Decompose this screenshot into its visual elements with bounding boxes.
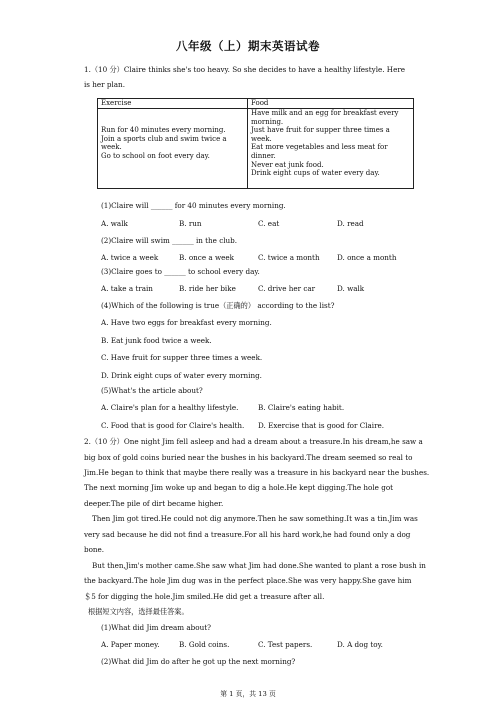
q2-para1-line: 2.（10 分）One night Jim fell asleep and had a dream about a treasure.In his dream,he saw a bbox=[84, 437, 423, 446]
q2-sub1-question: (1)What did Jim dream about? bbox=[101, 623, 211, 632]
q2-sub1-option-b: B. Gold coins. bbox=[179, 640, 230, 649]
food-line: Drink eight cups of water every day. bbox=[251, 169, 380, 178]
q1-sub2-question: (2)Claire will swim ______ in the club. bbox=[101, 236, 238, 245]
q2-sub2-question: (2)What did Jim do after he got up the next morning? bbox=[101, 657, 296, 666]
q1-stem-line2: is her plan. bbox=[84, 80, 125, 89]
q1-sub4-option-b: B. Eat junk food twice a week. bbox=[101, 336, 212, 345]
page-footer: 第 1 页，共 13 页 bbox=[220, 690, 276, 698]
q2-para2-line: Then Jim got tired.He could not dig anymore.Then he saw something.It was a tin.Jim was bbox=[92, 514, 418, 523]
q1-sub2-option-a: A. twice a week bbox=[101, 253, 159, 262]
q2-para1-line: Jim.He began to think that maybe there really was a treasure in his backyard near the bushes. bbox=[84, 468, 430, 477]
food-line: morning. bbox=[251, 117, 284, 126]
food-line: Never eat junk food. bbox=[251, 160, 324, 169]
q1-sub5-option-a: A. Claire's plan for a healthy lifestyle. bbox=[101, 403, 239, 412]
food-line: Eat more vegetables and less meat for bbox=[251, 143, 388, 152]
q1-sub5-option-c: C. Food that is good for Claire's health. bbox=[101, 421, 245, 430]
food-line: Have milk and an egg for breakfast every bbox=[251, 109, 399, 117]
exercise-cell bbox=[98, 109, 248, 189]
q1-sub1-option-a: A. walk bbox=[101, 219, 128, 228]
q2-sub1-option-c: C. Test papers. bbox=[258, 640, 313, 649]
exercise-line: Join a sports club and swim twice a bbox=[101, 134, 227, 143]
exercise-line: week. bbox=[101, 143, 122, 152]
q1-sub5-option-d: D. Exercise that is good for Claire. bbox=[258, 421, 385, 430]
q1-stem-line1: 1.（10 分）Claire thinks she's too heavy. So she decides to have a healthy lifestyle. Here bbox=[84, 65, 406, 74]
q2-instruction: 根据短文内容，选择最佳答案。 bbox=[88, 607, 189, 616]
food-cell bbox=[248, 109, 414, 189]
q2-para1-line: deeper.The pile of dirt became higher. bbox=[84, 499, 224, 508]
q2-para2-line: bone. bbox=[84, 545, 105, 554]
q2-para3-line: the backyard.The hole Jim dug was in the perfect place.She was very happy.She gave him bbox=[84, 576, 412, 585]
q1-sub4-option-d: D. Drink eight cups of water every morning. bbox=[101, 371, 262, 380]
q2-para3-line: ＄5 for digging the hole.Jim smiled.He did get a treasure after all. bbox=[84, 592, 325, 601]
page-title: 八年级（上）期末英语试卷 bbox=[176, 39, 320, 53]
q1-sub1-option-c: C. eat bbox=[258, 219, 280, 228]
q2-para3-line: But then,Jim's mother came.She saw what Jim had done.She wanted to plant a rose bush in bbox=[92, 561, 426, 570]
table-header-exercise: Exercise bbox=[98, 99, 248, 109]
q1-sub2-option-b: B. once a week bbox=[179, 253, 234, 262]
q1-sub3-option-c: C. drive her car bbox=[258, 284, 316, 293]
q1-sub3-option-a: A. take a train bbox=[101, 284, 153, 293]
q1-sub4-option-c: C. Have fruit for supper three times a week. bbox=[101, 353, 263, 362]
q2-para2-line: very sad because he did not find a treasure.For all his hard work,he had found only a dog bbox=[84, 530, 411, 539]
food-line: Just have fruit for supper three times a week. bbox=[251, 126, 390, 143]
q1-sub2-option-c: C. twice a month bbox=[258, 253, 320, 262]
q2-para1-line: big box of gold coins buried near the bushes in his backyard.The dream seemed so real to bbox=[84, 453, 413, 462]
q1-sub4-question: (4)Which of the following is true（正确的） according to the list? bbox=[101, 301, 335, 310]
exercise-line: Go to school on foot every day. bbox=[101, 151, 210, 160]
q2-sub1-option-a: A. Paper money. bbox=[101, 640, 160, 649]
q1-sub4-option-a: A. Have two eggs for breakfast every morning. bbox=[101, 318, 272, 327]
q2-sub1-option-d: D. A dog toy. bbox=[337, 640, 383, 649]
q1-sub1-option-b: B. run bbox=[179, 219, 202, 228]
q2-para1-line: The next morning Jim woke up and began to dig a hole.He kept digging.The hole got bbox=[84, 483, 394, 492]
exercise-line: Run for 40 minutes every morning. bbox=[101, 126, 226, 134]
q1-sub3-question: (3)Claire goes to ______ to school every day. bbox=[101, 267, 260, 276]
q1-sub3-option-b: B. ride her bike bbox=[179, 284, 236, 293]
plan-table bbox=[97, 98, 414, 189]
q1-sub1-question: (1)Claire will ______ for 40 minutes every morning. bbox=[101, 201, 286, 210]
table-header-food: Food bbox=[248, 99, 414, 109]
q1-sub2-option-d: D. once a month bbox=[337, 253, 397, 262]
q1-sub1-option-d: D. read bbox=[337, 219, 364, 228]
food-line: dinner. bbox=[251, 151, 276, 160]
q1-sub5-option-b: B. Claire's eating habit. bbox=[258, 403, 345, 412]
q1-sub3-option-d: D. walk bbox=[337, 284, 365, 293]
q1-sub5-question: (5)What's the article about? bbox=[101, 386, 203, 395]
